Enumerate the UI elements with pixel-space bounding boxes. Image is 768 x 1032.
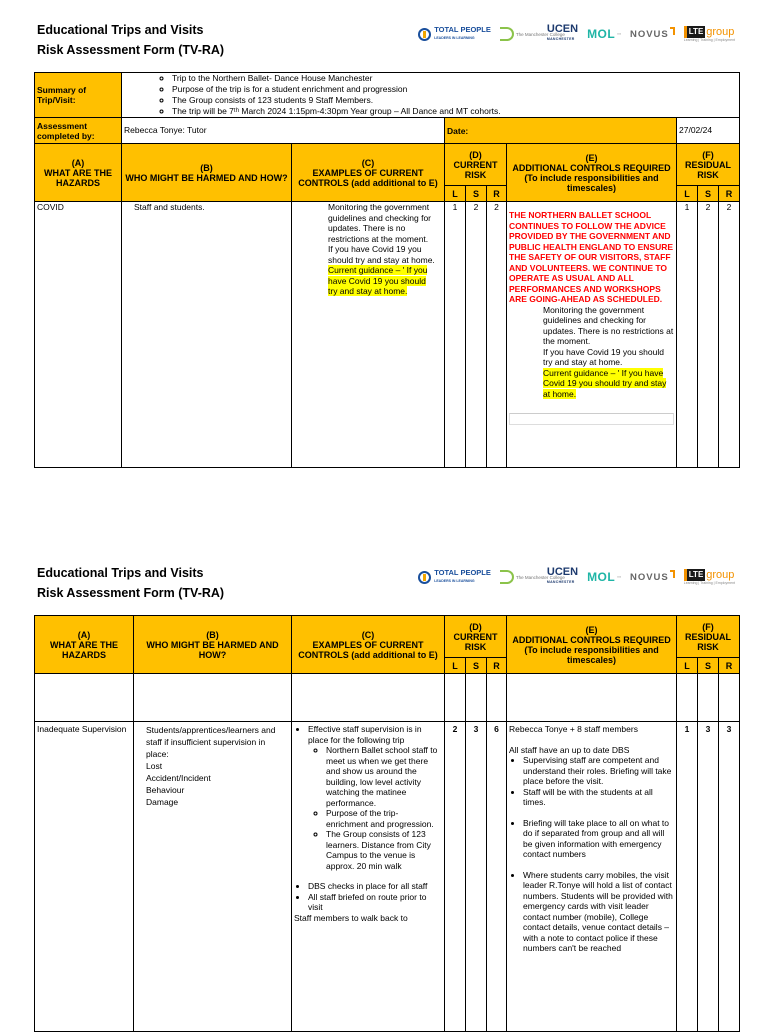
completed-by-label: Assessment completed by: [35, 118, 122, 144]
empty-cell [445, 674, 466, 722]
residual-s-cell: 3 [698, 722, 719, 1032]
column-header-l: L [677, 186, 698, 202]
column-header-s: S [698, 186, 719, 202]
list-item: • Staff will be with the students at all times. [523, 787, 674, 808]
venue-statement: THE NORTHERN BALLET SCHOOL CONTINUES TO FOLLOW THE ADVICE PROVIDED BY THE GOVERNMENT AND PUBLIC HEALTH ENGLAND TO ENSURE THE SAFETY OF OUR VISITORS, STAFF AND VOLUNTEERS. WE CONTINUE TO OPERATE AS USUAL AND ALL PERFORMANCES AND WORKSHOPS ARE GOING-AHEAD AS SCHEDULED. [509, 210, 674, 304]
date-label: Date: [445, 118, 677, 144]
document-title: Educational Trips and Visits [37, 566, 204, 580]
list-item: ◦ Purpose of the trip- enrichment and progression. [326, 808, 440, 829]
list-item: ◦ Trip to the Northern Ballet- Dance House Manchester [172, 73, 739, 84]
total-people-icon [418, 571, 431, 584]
empty-cell [466, 674, 487, 722]
column-header-l: L [445, 186, 466, 202]
risk-assessment-table-page2 [34, 615, 740, 1032]
list-item: • Effective staff supervision is in place for the following trip ◦ Northern Ballet school staff to meet us when we get there and show us around the building, low level activity watching the matinee performance. ◦ Purpose of the trip- enrichment and progression. ◦ The Group consists of 123 learners. Distance from City Campus to the venue is approx. 20 min walk [308, 724, 440, 871]
empty-cell [677, 674, 698, 722]
partner-logos [418, 567, 735, 587]
total-people-icon [418, 28, 431, 41]
list-item: ◦ Purpose of the trip is for a student enrichment and progression [172, 84, 739, 95]
residual-l-cell: 1 [677, 722, 698, 1032]
list-item: • All staff briefed on route prior to visit [308, 892, 440, 913]
risk-s-cell: 3 [466, 722, 487, 1032]
novus-icon [670, 27, 675, 35]
list-item: ◦ The Group consists of 123 learners. Distance from City Campus to the venue is approx. 20 min walk [326, 829, 440, 871]
list-item: Lost [146, 761, 163, 771]
risk-r-cell: 6 [487, 722, 507, 1032]
ucen-logo: UCEN MANCHESTER [546, 23, 579, 41]
column-header-residual-risk: (F) RESIDUAL RISK [677, 616, 740, 658]
column-header-l: L [445, 658, 466, 674]
date-value: 27/02/24 [677, 118, 740, 144]
who-cell: Staff and students. [122, 202, 292, 468]
column-header-l: L [677, 658, 698, 674]
summary-list [122, 73, 739, 117]
residual-r-cell: 3 [719, 722, 740, 1032]
document-subtitle: Risk Assessment Form (TV-RA) [37, 586, 225, 600]
mol-logo: MOL ▪▪▪ [587, 570, 621, 584]
column-header-controls: (C) EXAMPLES OF CURRENT CONTROLS (add additional to E) [292, 144, 445, 202]
additional-guidance: Monitoring the government guidelines and checking for updates. There is no restrictions at the moment. If you have Covid 19 you should try and stay at home. Current guidance – ' If you have Covid 19 you should try and stay at home. [543, 304, 674, 399]
list-item: Accident/Incident [146, 773, 211, 783]
table-row [35, 202, 740, 468]
additional-controls-cell: Rebecca Tonye + 8 staff members All staff have an up to date DBS • Supervising staff are competent and understand their roles. Briefing will take place before the visit. • Staff will be with the students at all times. • Briefing will take place to all on what to do if separated from group and all will be given information with emergency contact numbers • Where students carry mobiles, the visit leader R.Tonye will hold a list of contact numbers. Students will be provided with emergency cards with visit leader contact number (mobile), College contact details, venue contact details – with a note to contact police if these numbers can't be reached [507, 722, 677, 1032]
controls-cell: Monitoring the government guidelines and checking for updates. There is no restrictions at the moment. If you have Covid 19 you should try and stay at home. Current guidance – ' If you have Covid 19 you should try and stay at home. [292, 202, 445, 468]
hazard-cell: Inadequate Supervision [35, 722, 134, 1032]
risk-s-cell: 2 [466, 202, 487, 468]
manchester-college-icon [500, 570, 514, 584]
residual-l-cell: 1 [677, 202, 698, 468]
risk-assessment-table-page1 [34, 72, 740, 468]
page-header [37, 563, 737, 603]
column-header-r: R [719, 186, 740, 202]
document-title: Educational Trips and Visits [37, 23, 204, 37]
column-header-additional: (E) ADDITIONAL CONTROLS REQUIRED (To include responsibilities and timescales) [507, 144, 677, 202]
column-header-r: R [487, 658, 507, 674]
column-header-r: R [719, 658, 740, 674]
table-row [35, 722, 740, 1032]
document-subtitle: Risk Assessment Form (TV-RA) [37, 43, 225, 57]
risk-r-cell: 2 [487, 202, 507, 468]
list-item: • DBS checks in place for all staff [308, 881, 440, 892]
empty-cell [35, 674, 134, 722]
novus-logo: NOVUS [630, 29, 675, 40]
column-header-additional: (E) ADDITIONAL CONTROLS REQUIRED (To include responsibilities and timescales) [507, 616, 677, 674]
summary-label: Summary of Trip/Visit: [35, 73, 122, 118]
residual-r-cell: 2 [719, 202, 740, 468]
list-item: • Supervising staff are competent and understand their roles. Briefing will take place before the visit. [523, 755, 674, 787]
column-header-hazards: (A) WHAT ARE THE HAZARDS [35, 144, 122, 202]
summary-content [122, 73, 740, 118]
column-header-hazards: (A) WHAT ARE THE HAZARDS [35, 616, 134, 674]
lte-group-logo: LTE group Learning | Training | Employment [683, 569, 735, 585]
empty-cell [507, 674, 677, 722]
list-item: Damage [146, 797, 179, 807]
empty-cell [698, 674, 719, 722]
completed-by-value: Rebecca Tonye: Tutor [122, 118, 445, 144]
partner-logos [418, 24, 735, 44]
manchester-college-logo: The Manchester College [500, 570, 538, 584]
empty-cell [134, 674, 292, 722]
mol-logo: MOL ▪▪▪ [587, 27, 621, 41]
column-header-s: S [698, 658, 719, 674]
novus-icon [670, 570, 675, 578]
hazard-cell: COVID [35, 202, 122, 468]
list-item: ◦ The trip will be 7ᵗʰ March 2024 1:15pm-4:30pm Year group – All Dance and MT cohorts. [172, 106, 739, 117]
list-item: ◦ The Group consists of 123 students 9 Staff Members. [172, 95, 739, 106]
column-header-s: S [466, 186, 487, 202]
column-header-current-risk: (D) CURRENT RISK [445, 144, 507, 186]
table-row [35, 674, 740, 722]
empty-cell [292, 674, 445, 722]
controls-cell: • Effective staff supervision is in place for the following trip ◦ Northern Ballet school staff to meet us when we get there and show us around the building, low level activity watching the matinee performance. ◦ Purpose of the trip- enrichment and progression. ◦ The Group consists of 123 learners. Distance from City Campus to the venue is approx. 20 min walk • DBS checks in place for all staff • All staff briefed on route prior to visit Staff members to walk back to [292, 722, 445, 1032]
column-header-r: R [487, 186, 507, 202]
column-header-controls: (C) EXAMPLES OF CURRENT CONTROLS (add additional to E) [292, 616, 445, 674]
manchester-college-icon [500, 27, 514, 41]
list-item: Behaviour [146, 785, 185, 795]
ucen-logo: UCEN MANCHESTER [546, 566, 579, 584]
column-header-s: S [466, 658, 487, 674]
risk-l-cell: 1 [445, 202, 466, 468]
novus-logo: NOVUS [630, 572, 675, 583]
lte-group-logo: LTE group Learning | Training | Employment [683, 26, 735, 42]
total-people-logo: TOTAL PEOPLE LEADERS IN LEARNING [418, 26, 491, 42]
page-header [37, 20, 737, 60]
manchester-college-logo: The Manchester College [500, 27, 538, 41]
empty-cell [487, 674, 507, 722]
risk-l-cell: 2 [445, 722, 466, 1032]
column-header-who: (B) WHO MIGHT BE HARMED AND HOW? [122, 144, 292, 202]
column-header-current-risk: (D) CURRENT RISK [445, 616, 507, 658]
residual-s-cell: 2 [698, 202, 719, 468]
column-header-who: (B) WHO MIGHT BE HARMED AND HOW? [134, 616, 292, 674]
column-header-residual-risk: (F) RESIDUAL RISK [677, 144, 740, 186]
additional-controls-cell [507, 202, 677, 468]
empty-cell [719, 674, 740, 722]
who-cell: Students/apprentices/learners and staff if insufficient supervision in place: Lost Accident/Incident Behaviour Damage [134, 722, 292, 1032]
list-item: • Where students carry mobiles, the visit leader R.Tonye will hold a list of contact numbers. Students will be provided with emergency cards with visit leader contact number (mobile), College contact details, venue contact details – with a note to contact police if these numbers can't be reached [523, 870, 674, 954]
total-people-logo: TOTAL PEOPLE LEADERS IN LEARNING [418, 569, 491, 585]
empty-field [509, 413, 674, 425]
list-item: ◦ Northern Ballet school staff to meet us when we get there and show us around the building, low level activity watching the matinee performance. [326, 745, 440, 808]
list-item: • Briefing will take place to all on what to do if separated from group and all will be given information with emergency contact numbers [523, 818, 674, 860]
